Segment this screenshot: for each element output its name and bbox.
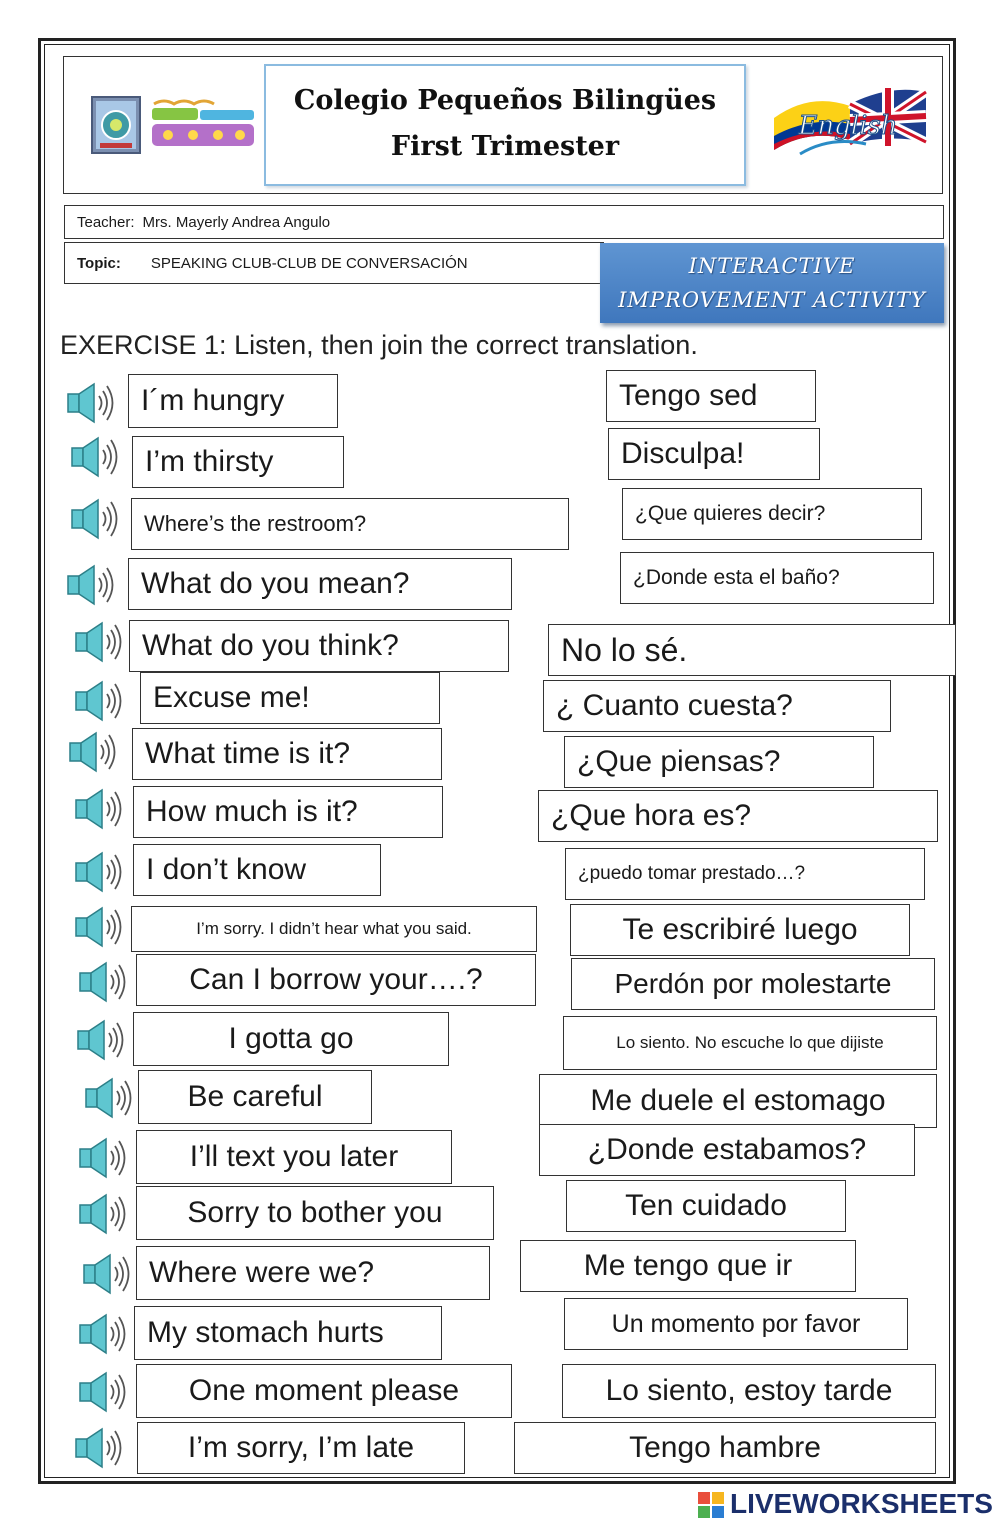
english-phrase-box[interactable]: I don’t know bbox=[133, 844, 381, 896]
teacher-row bbox=[64, 205, 944, 239]
english-phrase-box[interactable]: I’m sorry, I’m late bbox=[137, 1422, 465, 1474]
topic-value: SPEAKING CLUB-CLUB DE CONVERSACIÓN bbox=[150, 254, 468, 272]
footer-brand: LIVEWORKSHEETS bbox=[730, 1488, 993, 1519]
english-phrase-box[interactable]: Be careful bbox=[138, 1070, 372, 1124]
speaker-icon[interactable] bbox=[66, 563, 118, 607]
interactive-improvement-badge bbox=[600, 243, 944, 323]
topic-label: Topic: bbox=[77, 254, 121, 272]
liveworksheets-logo-icon bbox=[698, 1492, 726, 1520]
spanish-phrase-box[interactable]: Perdón por molestarte bbox=[571, 958, 935, 1010]
english-phrase-box[interactable]: How much is it? bbox=[133, 786, 443, 838]
speaker-icon[interactable] bbox=[74, 620, 126, 664]
school-brand-logo bbox=[148, 96, 258, 152]
speaker-icon[interactable] bbox=[70, 497, 122, 541]
spanish-phrase-box[interactable]: ¿Donde esta el baño? bbox=[620, 552, 934, 604]
english-phrase-box[interactable]: What do you think? bbox=[129, 620, 509, 672]
english-phrase-box[interactable]: I’m thirsty bbox=[132, 436, 344, 488]
speaker-icon[interactable] bbox=[70, 435, 122, 479]
title-box bbox=[264, 64, 746, 186]
spanish-phrase-box[interactable]: Me duele el estomago bbox=[539, 1074, 937, 1128]
school-name: Colegio Pequeños Bilingües bbox=[293, 85, 717, 116]
teacher-label: Teacher: bbox=[77, 213, 135, 231]
english-phrase-box[interactable]: One moment please bbox=[136, 1364, 512, 1418]
spanish-phrase-box[interactable]: Ten cuidado bbox=[566, 1180, 846, 1232]
english-phrase-box[interactable]: Excuse me! bbox=[140, 672, 440, 724]
speaker-icon[interactable] bbox=[74, 850, 126, 894]
english-flags-logo bbox=[770, 84, 930, 164]
english-phrase-box[interactable]: I gotta go bbox=[133, 1012, 449, 1066]
english-phrase-box[interactable]: My stomach hurts bbox=[134, 1306, 442, 1360]
english-phrase-box[interactable]: I’m sorry. I didn’t hear what you said. bbox=[131, 906, 537, 952]
spanish-phrase-box[interactable]: Disculpa! bbox=[608, 428, 820, 480]
topic-row bbox=[64, 242, 604, 284]
english-phrase-box[interactable]: What time is it? bbox=[132, 728, 442, 780]
badge-line-1: INTERACTIVE bbox=[688, 254, 856, 278]
speaker-icon[interactable] bbox=[76, 1018, 128, 1062]
spanish-phrase-box[interactable]: ¿ Cuanto cuesta? bbox=[543, 680, 891, 732]
spanish-phrase-box[interactable]: Lo siento. No escuche lo que dijiste bbox=[563, 1016, 937, 1070]
school-crest-icon bbox=[90, 95, 142, 155]
speaker-icon[interactable] bbox=[78, 1192, 130, 1236]
term-title: First Trimester bbox=[390, 131, 620, 162]
speaker-icon[interactable] bbox=[68, 730, 120, 774]
teacher-name: Mrs. Mayerly Andrea Angulo bbox=[142, 213, 331, 231]
spanish-phrase-box[interactable]: Tengo sed bbox=[606, 370, 816, 422]
spanish-phrase-box[interactable]: ¿Que piensas? bbox=[564, 736, 874, 788]
speaker-icon[interactable] bbox=[82, 1252, 134, 1296]
english-phrase-box[interactable]: Can I borrow your….? bbox=[136, 954, 536, 1006]
speaker-icon[interactable] bbox=[78, 1136, 130, 1180]
exercise-title: EXERCISE 1: Listen, then join the correct translation. bbox=[60, 330, 698, 360]
spanish-phrase-box[interactable]: ¿Donde estabamos? bbox=[539, 1124, 915, 1176]
spanish-phrase-box[interactable]: ¿Que quieres decir? bbox=[622, 488, 922, 540]
speaker-icon[interactable] bbox=[78, 960, 130, 1004]
badge-line-2: IMPROVEMENT ACTIVITY bbox=[618, 288, 926, 312]
english-phrase-box[interactable]: Where’s the restroom? bbox=[131, 498, 569, 550]
english-phrase-box[interactable]: What do you mean? bbox=[128, 558, 512, 610]
spanish-phrase-box[interactable]: Lo siento, estoy tarde bbox=[562, 1364, 936, 1418]
english-phrase-box[interactable]: I’ll text you later bbox=[136, 1130, 452, 1184]
speaker-icon[interactable] bbox=[78, 1312, 130, 1356]
spanish-phrase-box[interactable]: Un momento por favor bbox=[564, 1298, 908, 1350]
english-phrase-box[interactable]: I´m hungry bbox=[128, 374, 338, 428]
spanish-phrase-box[interactable]: ¿Que hora es? bbox=[538, 790, 938, 842]
speaker-icon[interactable] bbox=[84, 1076, 136, 1120]
spanish-phrase-box[interactable]: ¿puedo tomar prestado…? bbox=[565, 848, 925, 900]
speaker-icon[interactable] bbox=[74, 1426, 126, 1470]
spanish-phrase-box[interactable]: Me tengo que ir bbox=[520, 1240, 856, 1292]
spanish-phrase-box[interactable]: Tengo hambre bbox=[514, 1422, 936, 1474]
english-phrase-box[interactable]: Sorry to bother you bbox=[136, 1186, 494, 1240]
speaker-icon[interactable] bbox=[74, 787, 126, 831]
speaker-icon[interactable] bbox=[74, 679, 126, 723]
spanish-phrase-box[interactable]: No lo sé. bbox=[548, 624, 956, 676]
english-phrase-box[interactable]: Where were we? bbox=[136, 1246, 490, 1300]
svg-text:English: English bbox=[798, 111, 898, 141]
speaker-icon[interactable] bbox=[66, 381, 118, 425]
speaker-icon[interactable] bbox=[74, 905, 126, 949]
spanish-phrase-box[interactable]: Te escribiré luego bbox=[570, 904, 910, 956]
speaker-icon[interactable] bbox=[78, 1370, 130, 1414]
